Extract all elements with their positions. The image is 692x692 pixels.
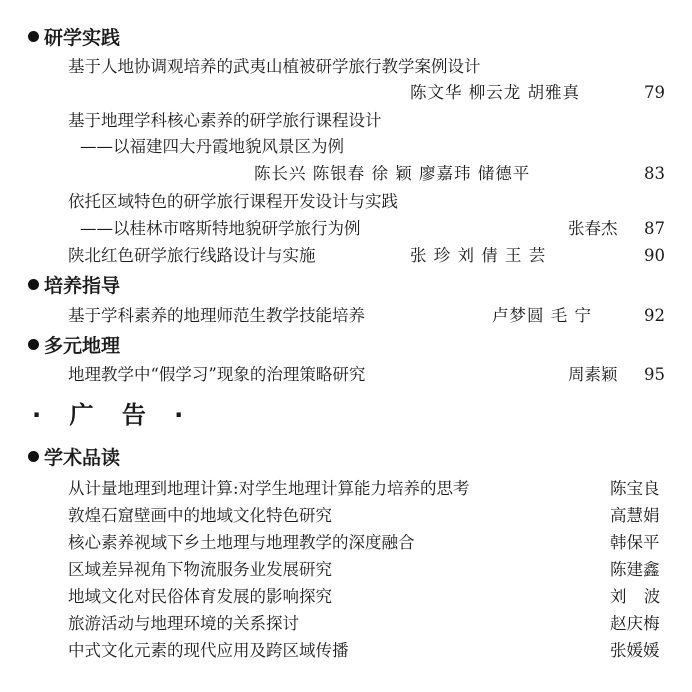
- entry-title[interactable]: 依托区域特色的研学旅行课程开发设计与实践: [68, 192, 398, 211]
- entry-page[interactable]: 92: [644, 306, 665, 325]
- bullet-icon: [28, 451, 39, 462]
- entry-page[interactable]: 79: [644, 83, 665, 102]
- bullet-icon: [28, 31, 39, 42]
- section-label: 培养指导: [44, 275, 121, 297]
- entry-page[interactable]: 83: [644, 164, 665, 183]
- section-label: 研学实践: [44, 27, 121, 49]
- section-label: 多元地理: [44, 335, 121, 357]
- advertisement-heading: · 广 告 ·: [32, 401, 194, 429]
- entry-page[interactable]: 90: [644, 246, 665, 265]
- reading-author: 高慧娟: [610, 506, 660, 525]
- entry-authors: 张 珍 刘 倩 王 芸: [410, 246, 547, 265]
- entry-subtitle: ——以福建四大丹霞地貌风景区为例: [80, 137, 344, 156]
- entry-authors: 周素颖: [568, 365, 618, 384]
- entry-title[interactable]: 基于地理学科核心素养的研学旅行课程设计: [68, 111, 382, 130]
- reading-author: 张媛媛: [610, 641, 660, 660]
- entry-page[interactable]: 95: [644, 365, 665, 384]
- entry-subtitle: ——以桂林市喀斯特地貌研学旅行为例: [80, 219, 361, 238]
- entry-authors: 卢梦圆 毛 宁: [492, 306, 592, 325]
- entry-authors: 陈长兴 陈银春 徐 颖 廖嘉玮 储德平: [254, 164, 531, 183]
- entry-title[interactable]: 基于学科素养的地理师范生教学技能培养: [68, 306, 365, 325]
- reading-author: 韩保平: [610, 533, 660, 552]
- entry-authors: 陈文华 柳云龙 胡雅真: [410, 83, 580, 102]
- reading-title[interactable]: 中式文化元素的现代应用及跨区域传播: [68, 641, 349, 660]
- section-heading-training-guidance: [28, 274, 120, 298]
- reading-author: 赵庆梅: [610, 614, 660, 633]
- section-heading-diverse-geography: [28, 334, 120, 358]
- reading-title[interactable]: 从计量地理到地理计算:对学生地理计算能力培养的思考: [68, 479, 470, 498]
- section-label: 学术品读: [44, 447, 121, 469]
- section-heading-academic-reading: [28, 446, 120, 470]
- reading-title[interactable]: 区域差异视角下物流服务业发展研究: [68, 560, 332, 579]
- entry-title[interactable]: 地理教学中“假学习”现象的治理策略研究: [68, 365, 366, 384]
- reading-author: 陈宝良: [610, 479, 660, 498]
- entry-page[interactable]: 87: [644, 219, 665, 238]
- entry-title[interactable]: 陕北红色研学旅行线路设计与实施: [68, 246, 316, 265]
- entry-authors: 张春杰: [568, 219, 618, 238]
- reading-author: 陈建鑫: [610, 560, 660, 579]
- reading-author: 刘 波: [610, 587, 667, 606]
- section-heading-research-practice: [28, 26, 120, 50]
- reading-title[interactable]: 核心素养视域下乡土地理与地理教学的深度融合: [68, 533, 415, 552]
- reading-title[interactable]: 旅游活动与地理环境的关系探讨: [68, 614, 299, 633]
- reading-title[interactable]: 敦煌石窟壁画中的地域文化特色研究: [68, 506, 332, 525]
- reading-title[interactable]: 地域文化对民俗体育发展的影响探究: [68, 587, 332, 606]
- bullet-icon: [28, 279, 39, 290]
- bullet-icon: [28, 339, 39, 350]
- entry-title[interactable]: 基于人地协调观培养的武夷山植被研学旅行教学案例设计: [68, 57, 481, 76]
